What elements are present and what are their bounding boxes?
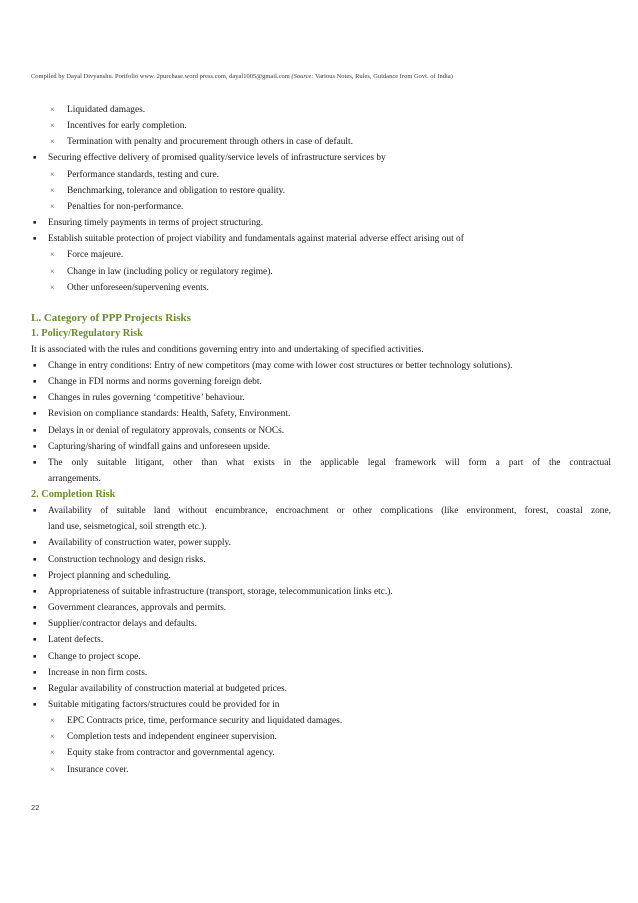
completion-risk-list (31, 503, 611, 778)
list-item: × Other unforeseen/supervening events. (31, 280, 611, 296)
list-item: × Performance standards, testing and cure. (31, 167, 611, 183)
list-item: × Liquidated damages. (31, 102, 611, 118)
list-item-line: ■ The only suitable litigant, other than what exists in the applicable legal framework will form a part of the contractual (48, 457, 611, 468)
list-item: ■ Appropriateness of suitable infrastructure (transport, storage, telecommunication links etc.). (31, 584, 611, 600)
list-item: × Termination with penalty and procurement through others in case of default. (31, 134, 611, 150)
top-list (31, 102, 611, 296)
subsection-heading-completion-risk: 2. Completion Risk (31, 489, 116, 501)
header-compiled-by: Compiled by Dayal Divyanshu. Portfolio www. 2purchase.word press.com, dayal1005@gmail.com (31, 73, 290, 80)
list-subitem: × Completion tests and independent engineer supervision. (31, 729, 611, 745)
list-item: ■ Change to project scope. (31, 649, 611, 665)
page-header (31, 73, 453, 80)
header-source-label: (Source: (291, 73, 314, 80)
list-item: ■ Change in entry conditions: Entry of new competitors (may come with lower cost structures or better technology solutions). (31, 358, 611, 374)
list-item: ■ Changes in rules governing ‘competitive’ behaviour. (31, 390, 611, 406)
list-item: ■ Establish suitable protection of project viability and fundamentals against material adverse effect arising out of (31, 231, 611, 247)
policy-risk-intro: It is associated with the rules and conditions governing entry into and undertaking of specified activities. (31, 344, 424, 355)
list-item: ■ Latent defects. (31, 632, 611, 648)
list-item-line: land use, seismetogical, soil strength etc.). (48, 522, 207, 533)
list-item: ■ Construction technology and design risks. (31, 552, 611, 568)
list-item: ■ Supplier/contractor delays and defaults. (31, 616, 611, 632)
list-subitem: × EPC Contracts price, time, performance security and liquidated damages. (31, 713, 611, 729)
list-item: × Change in law (including policy or regulatory regime). (31, 264, 611, 280)
list-item: ■ Change in FDI norms and norms governing foreign debt. (31, 374, 611, 390)
page-number: 22 (31, 803, 40, 812)
list-item (31, 503, 611, 535)
list-item: × Benchmarking, tolerance and obligation to restore quality. (31, 183, 611, 199)
list-item-line: ■ Availability of suitable land without encumbrance, encroachment or other complications (like environment, forest, coastal zone, (48, 506, 611, 517)
subsection-heading-policy-risk: 1. Policy/Regulatory Risk (31, 327, 143, 339)
list-item: ■ Regular availability of construction material at budgeted prices. (31, 681, 611, 697)
list-item: ■ Capturing/sharing of windfall gains and unforeseen upside. (31, 439, 611, 455)
list-item (31, 455, 611, 487)
list-item: × Incentives for early completion. (31, 118, 611, 134)
list-item-line: arrangements. (48, 473, 101, 484)
section-heading: L. Category of PPP Projects Risks (31, 311, 191, 324)
list-item: × Penalties for non-performance. (31, 199, 611, 215)
list-item: ■ Revision on compliance standards: Health, Safety, Environment. (31, 406, 611, 422)
list-item: ■ Project planning and scheduling. (31, 568, 611, 584)
list-item: ■ Suitable mitigating factors/structures could be provided for in (31, 697, 611, 713)
list-item: ■ Ensuring timely payments in terms of project structuring. (31, 215, 611, 231)
list-item: ■ Securing effective delivery of promised quality/service levels of infrastructure services by (31, 150, 611, 166)
list-item: × Force majeure. (31, 247, 611, 263)
list-subitem: × Equity stake from contractor and governmental agency. (31, 745, 611, 761)
list-item: ■ Availability of construction water, power supply. (31, 535, 611, 551)
page-body (31, 102, 611, 778)
header-source-text: Various Notes, Rules, Guidance from Govt. of India) (313, 73, 453, 80)
list-subitem: × Insurance cover. (31, 762, 611, 778)
policy-risk-list (31, 358, 611, 487)
list-item: ■ Increase in non firm costs. (31, 665, 611, 681)
list-item: ■ Delays in or denial of regulatory approvals, consents or NOCs. (31, 423, 611, 439)
list-item: ■ Government clearances, approvals and permits. (31, 600, 611, 616)
